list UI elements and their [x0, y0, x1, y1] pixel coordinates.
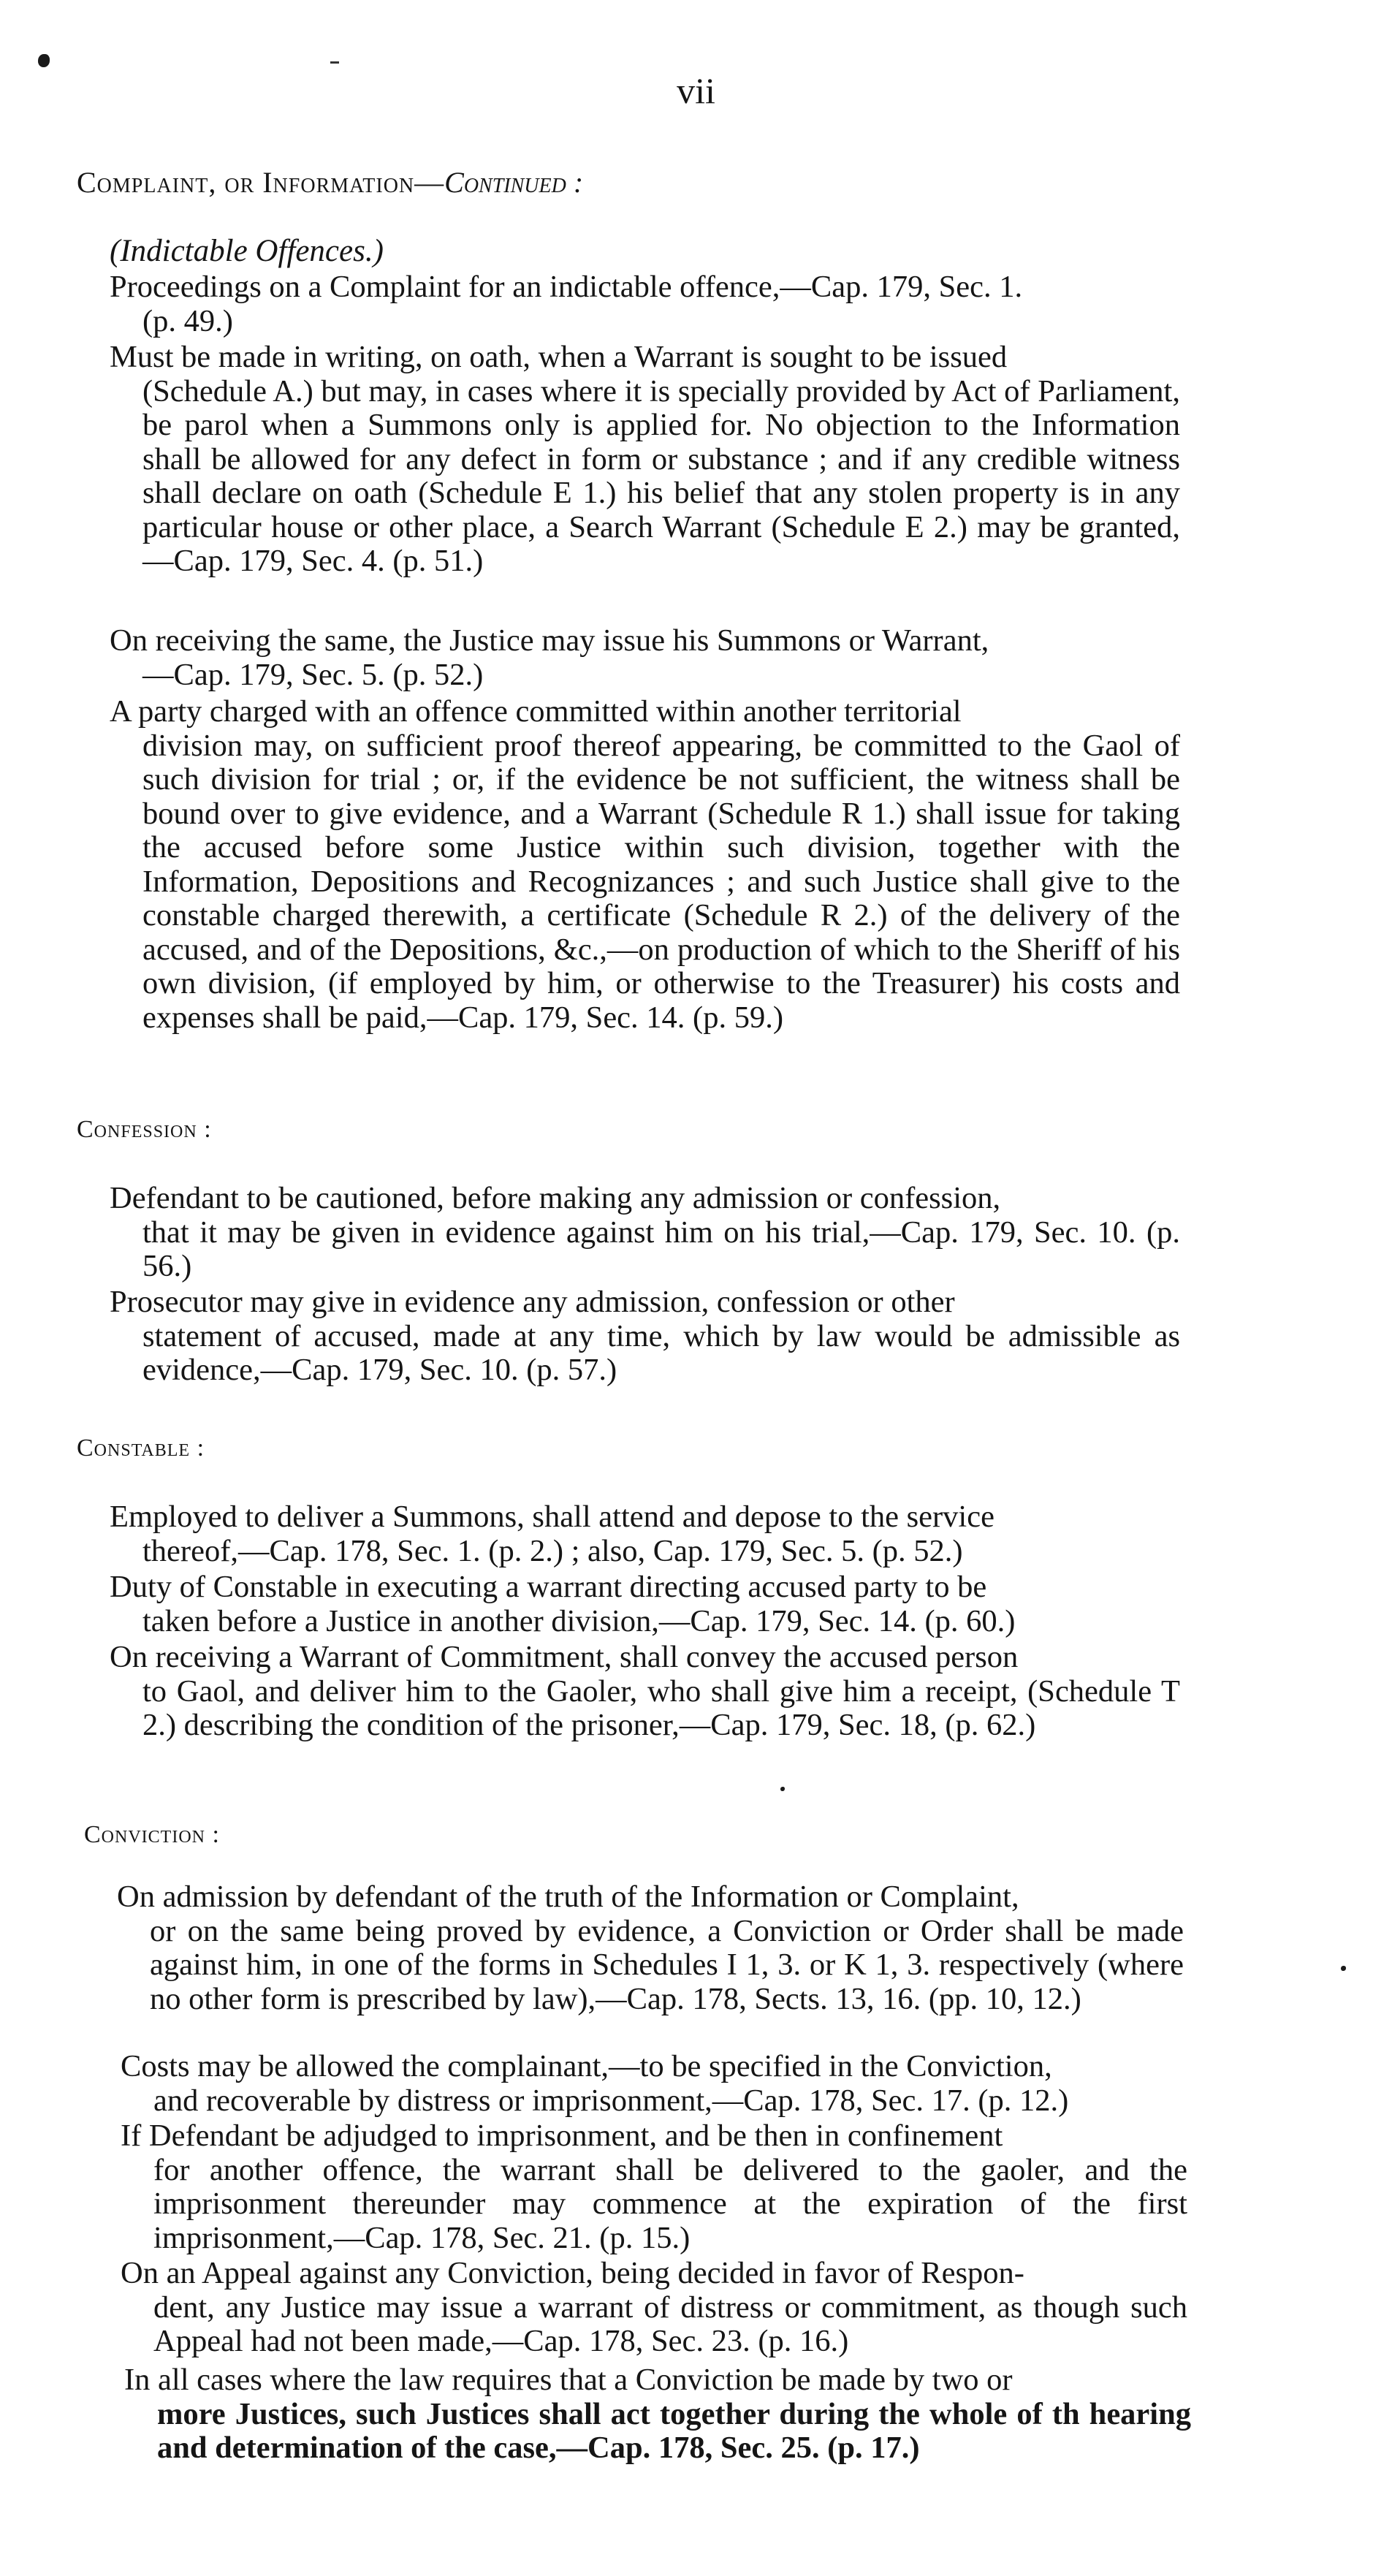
- entry-first-line: Defendant to be cautioned, before making any admission or confession,: [110, 1181, 1001, 1215]
- entry-first-line: Prosecutor may give in evidence any admission, confession or other: [110, 1285, 955, 1319]
- section-heading-confession: Confession :: [77, 1116, 212, 1143]
- entry-first-line: On an Appeal against any Conviction, being decided in favor of Respon-: [121, 2256, 1024, 2290]
- entry-continuation: taken before a Justice in another division,—Cap. 179, Sec. 14. (p. 60.): [142, 1603, 1016, 1638]
- entry: [110, 1500, 1180, 1568]
- entry-first-line: Costs may be allowed the complainant,—to be specified in the Conviction,: [121, 2049, 1052, 2083]
- entry-first-line: On receiving the same, the Justice may issue his Summons or Warrant,: [110, 623, 989, 658]
- page-number: vii: [677, 70, 715, 111]
- ink-mark: [38, 54, 50, 67]
- entry: [121, 2257, 1187, 2359]
- section-heading-conviction: Conviction :: [84, 1821, 220, 1848]
- entry-continuation: (p. 49.): [142, 303, 233, 338]
- entry-continuation: for another offence, the warrant shall be delivered to the gaoler, and the imprisonment thereunder may commence at the expiration of the first imprisonment,—Cap. 178, Sec. 21. (p. 15.): [153, 2152, 1187, 2255]
- entry-continuation: that it may be given in evidence against him on his trial,—Cap. 179, Sec. 10. (p. 56.): [142, 1215, 1180, 1283]
- entry-continuation: division may, on sufficient proof thereof appearing, be committed to the Gaol of such division for trial ; or, if the evidence be not sufficient, the witness shall be bound over to give evidence, and a Warrant (Schedule R 1.) shall issue for taking the accused before some Justice within such division, together with the Information, Depositions and Recognizances ; and such Justice shall give to the constable charged therewith, a certificate (Schedule R 2.) of the delivery of the accused, and of the Depositions, &c.,—on production of which to the Sheriff of his own division, (if employed by him, or otherwise to the Treasurer) his costs and expenses shall be paid,—Cap. 179, Sec. 14. (p. 59.): [142, 728, 1180, 1035]
- heading-text: Complaint, or Information—: [77, 166, 445, 199]
- entry: [110, 695, 1180, 1035]
- entry-continuation: —Cap. 179, Sec. 5. (p. 52.): [142, 657, 484, 692]
- entry-continuation: to Gaol, and deliver him to the Gaoler, who shall give him a receipt, (Schedule T 2.) describing the condition of the prisoner,—Cap. 179, Sec. 18, (p. 62.): [142, 1673, 1180, 1742]
- entry-first-line: On admission by defendant of the truth of the Information or Complaint,: [117, 1880, 1019, 1914]
- entry: [110, 624, 1180, 692]
- ink-dot: [1341, 1966, 1346, 1971]
- entry: [110, 1182, 1180, 1284]
- entry: [124, 2363, 1191, 2466]
- entry: [110, 270, 1180, 338]
- entry: [117, 1880, 1184, 2016]
- section-heading-complaint: [77, 164, 583, 202]
- entry-first-line: A party charged with an offence committed within another territorial: [110, 694, 962, 729]
- entry-continuation: more Justices, such Justices shall act together during the whole of th hearing and determination of the case,—Cap. 178, Sec. 25. (p. 17.): [157, 2396, 1191, 2465]
- entry-first-line: Employed to deliver a Summons, shall attend and depose to the service: [110, 1500, 994, 1534]
- entry: [110, 341, 1180, 579]
- heading-continued: Continued :: [444, 166, 584, 199]
- entry-first-line: In all cases where the law requires that a Conviction be made by two or: [124, 2363, 1013, 2397]
- entry: [110, 1285, 1180, 1388]
- entry: [110, 1641, 1180, 1743]
- section-heading-constable: Constable :: [77, 1435, 205, 1462]
- entry-continuation: dent, any Justice may issue a warrant of distress or commitment, as though such Appeal had not been made,—Cap. 178, Sec. 23. (p. 16.): [153, 2290, 1187, 2358]
- entry-first-line: If Defendant be adjudged to imprisonment, and be then in confinement: [121, 2119, 1003, 2153]
- entry-continuation: statement of accused, made at any time, which by law would be admissible as evidence,—Cap. 179, Sec. 10. (p. 57.): [142, 1318, 1180, 1387]
- subheading-indictable-offences: (Indictable Offences.): [110, 234, 384, 268]
- entry-continuation: thereof,—Cap. 178, Sec. 1. (p. 2.) ; also, Cap. 179, Sec. 5. (p. 52.): [142, 1533, 963, 1568]
- entry-continuation: (Schedule A.) but may, in cases where it is specially provided by Act of Parliament, be parol when a Summons only is applied for. No objection to the Information shall be allowed for any defect in form or substance ; and if any credible witness shall declare on oath (Schedule E 1.) his belief that any stolen property is in any particular house or other place, a Search Warrant (Schedule E 2.) may be granted,—Cap. 179, Sec. 4. (p. 51.): [142, 373, 1180, 578]
- entry-first-line: Duty of Constable in executing a warrant directing accused party to be: [110, 1570, 987, 1604]
- entry-continuation: or on the same being proved by evidence, a Conviction or Order shall be made against him, in one of the forms in Schedules I 1, 3. or K 1, 3. respectively (where no other form is prescribed by law),—Cap. 178, Sects. 13, 16. (pp. 10, 12.): [150, 1913, 1184, 2016]
- entry: [121, 2050, 1187, 2118]
- entry-first-line: Proceedings on a Complaint for an indictable offence,—Cap. 179, Sec. 1.: [110, 270, 1023, 304]
- entry-continuation: and recoverable by distress or imprisonment,—Cap. 178, Sec. 17. (p. 12.): [153, 2083, 1069, 2118]
- entry: [110, 1570, 1180, 1638]
- entry: [121, 2119, 1187, 2255]
- entry-first-line: Must be made in writing, on oath, when a Warrant is sought to be issued: [110, 340, 1008, 374]
- entry-first-line: On receiving a Warrant of Commitment, shall convey the accused person: [110, 1640, 1019, 1674]
- ink-dot: [780, 1787, 785, 1791]
- ink-dash: [330, 61, 339, 64]
